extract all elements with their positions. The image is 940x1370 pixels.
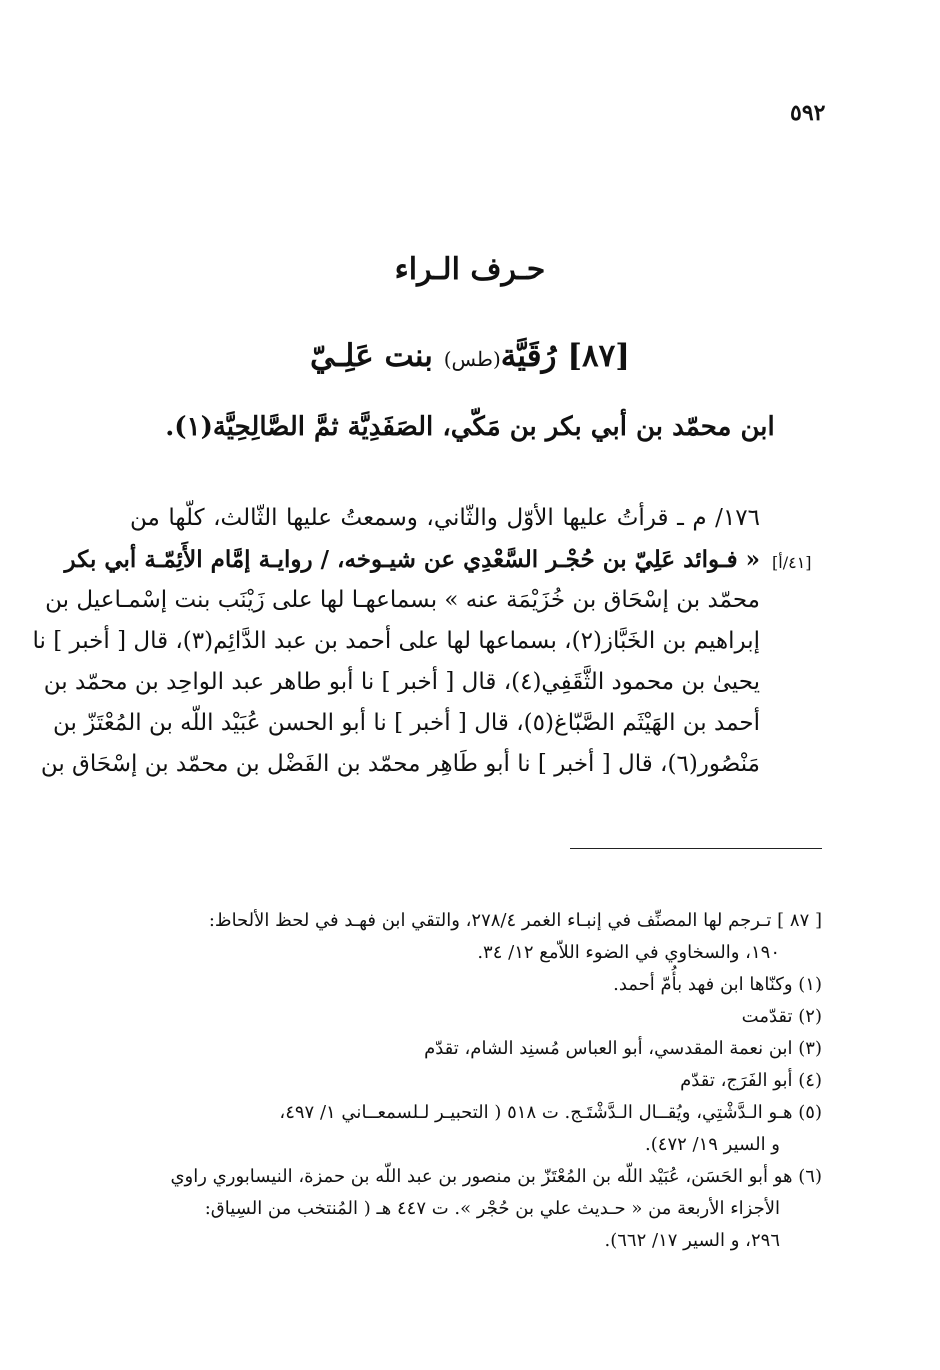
footnote-line: (١) وكنّاها ابن فهد بأُمّ أحمد. [613, 974, 822, 995]
entry-name: رُقَيَّة [500, 338, 557, 374]
body-line: أحمد بن الهَيْثَم الصَّبّاغ(٥)، قال [ أخبر ] نا أبو الحسن عُبَيْد اللّه بن المُعْتَزّ بن [52, 710, 760, 736]
body-line: ١٧٦/ م ـ قرأتُ عليها الأوّل والثّاني، وسمعتُ عليها الثّالث، كلّها من [130, 505, 760, 531]
footnote-entry-87 [130, 905, 822, 969]
footnote-2 [130, 1001, 822, 1033]
footnote-line: (٣) ابن نعمة المقدسي، أبو العباس مُسنِد الشام، تقدّم [424, 1038, 822, 1059]
body-line: يحيىٰ بن محمود الثَّقَفِي(٤)، قال [ أخبر ] نا أبو طاهر عبد الواحِد بن محمّد بن [43, 669, 760, 695]
page-number: ٥٩٢ [790, 100, 826, 126]
entry-number: [٨٧] [567, 338, 630, 374]
footnote-5 [130, 1097, 822, 1161]
footnote-line: ١٩٠، والسخاوي في الضوء اللاّمع ١٢/ ٣٤. [477, 942, 780, 963]
footnote-3 [130, 1033, 822, 1065]
chapter-title: حـرف الـراء [394, 252, 546, 287]
footnote-1 [130, 969, 822, 1001]
entry-name-rest: بنت عَلِـيّ [310, 338, 433, 374]
entry-code: (طس) [443, 347, 501, 371]
margin-note: [٤١/أ] [772, 553, 812, 572]
body-line: إبراهيم بن الخَبَّاز(٢)، بسماعها لها على أحمد بن عبد الدَّائِم(٣)، قال [ أخبر ] نا [32, 628, 760, 654]
body-line: « فـوائد عَلِيّ بن حُجْـر السَّعْدِي عن شيـوخه، / روايـة إمَّام الأَئِمّـة أبي بكر [64, 546, 760, 573]
body-line: مَنْصُور(٦)، قال [ أخبر ] نا أبو طَاهِر محمّد بن الفَضْل بن محمّد بن إسْحَاق بن [40, 751, 760, 777]
footnotes [130, 905, 822, 1257]
body-line: محمّد بن إسْحَاق بن خُزَيْمَة عنه » بسماعهـا لها على زَيْنَب بنت إسْمـاعيل بن [45, 587, 760, 613]
body-text [32, 498, 760, 785]
footnote-divider [570, 848, 822, 849]
footnote-4 [130, 1065, 822, 1097]
footnote-line: (٢) تقدّمت [741, 1006, 822, 1027]
footnote-line: (٦) هو أبو الحَسَن، عُبَيْد اللّه بن المُعْتَزّ بن منصور بن عبد اللّه بن حمزة، النيسابوري راوي [170, 1166, 822, 1187]
footnote-line: (٤) أبو الفَرَج، تقدّم [680, 1070, 822, 1091]
footnote-6 [130, 1161, 822, 1257]
entry-heading [0, 338, 940, 374]
footnote-line: و السير ١٩/ ٤٧٢). [645, 1134, 780, 1155]
footnote-line: الأجزاء الأربعة من « حـديث علي بن حُجْر ». ت ٤٤٧ هـ ( المُنتخب من السِياق: [204, 1198, 780, 1219]
footnote-line: ٢٩٦، و السير ١٧/ ٦٦٢). [604, 1230, 780, 1251]
footnote-line: [ ٨٧ ] تـرجم لها المصنِّف في إنبـاء الغمر ٢٧٨/٤، والتقي ابن فهـد في لحظ الألحاظ: [208, 910, 822, 931]
entry-subheading: ابن محمّد بن أبي بكر بن مَكّي، الصَفَدِيَّة ثمَّ الصَّالِحِيَّة(١). [165, 412, 775, 442]
footnote-line: (٥) هـو الـدَّشْتِي، ويُقــال الـدَّشْتَـج. ت ٥١٨ ( التحبيـر لـلسمعــاني ١/ ٤٩٧، [279, 1102, 822, 1123]
